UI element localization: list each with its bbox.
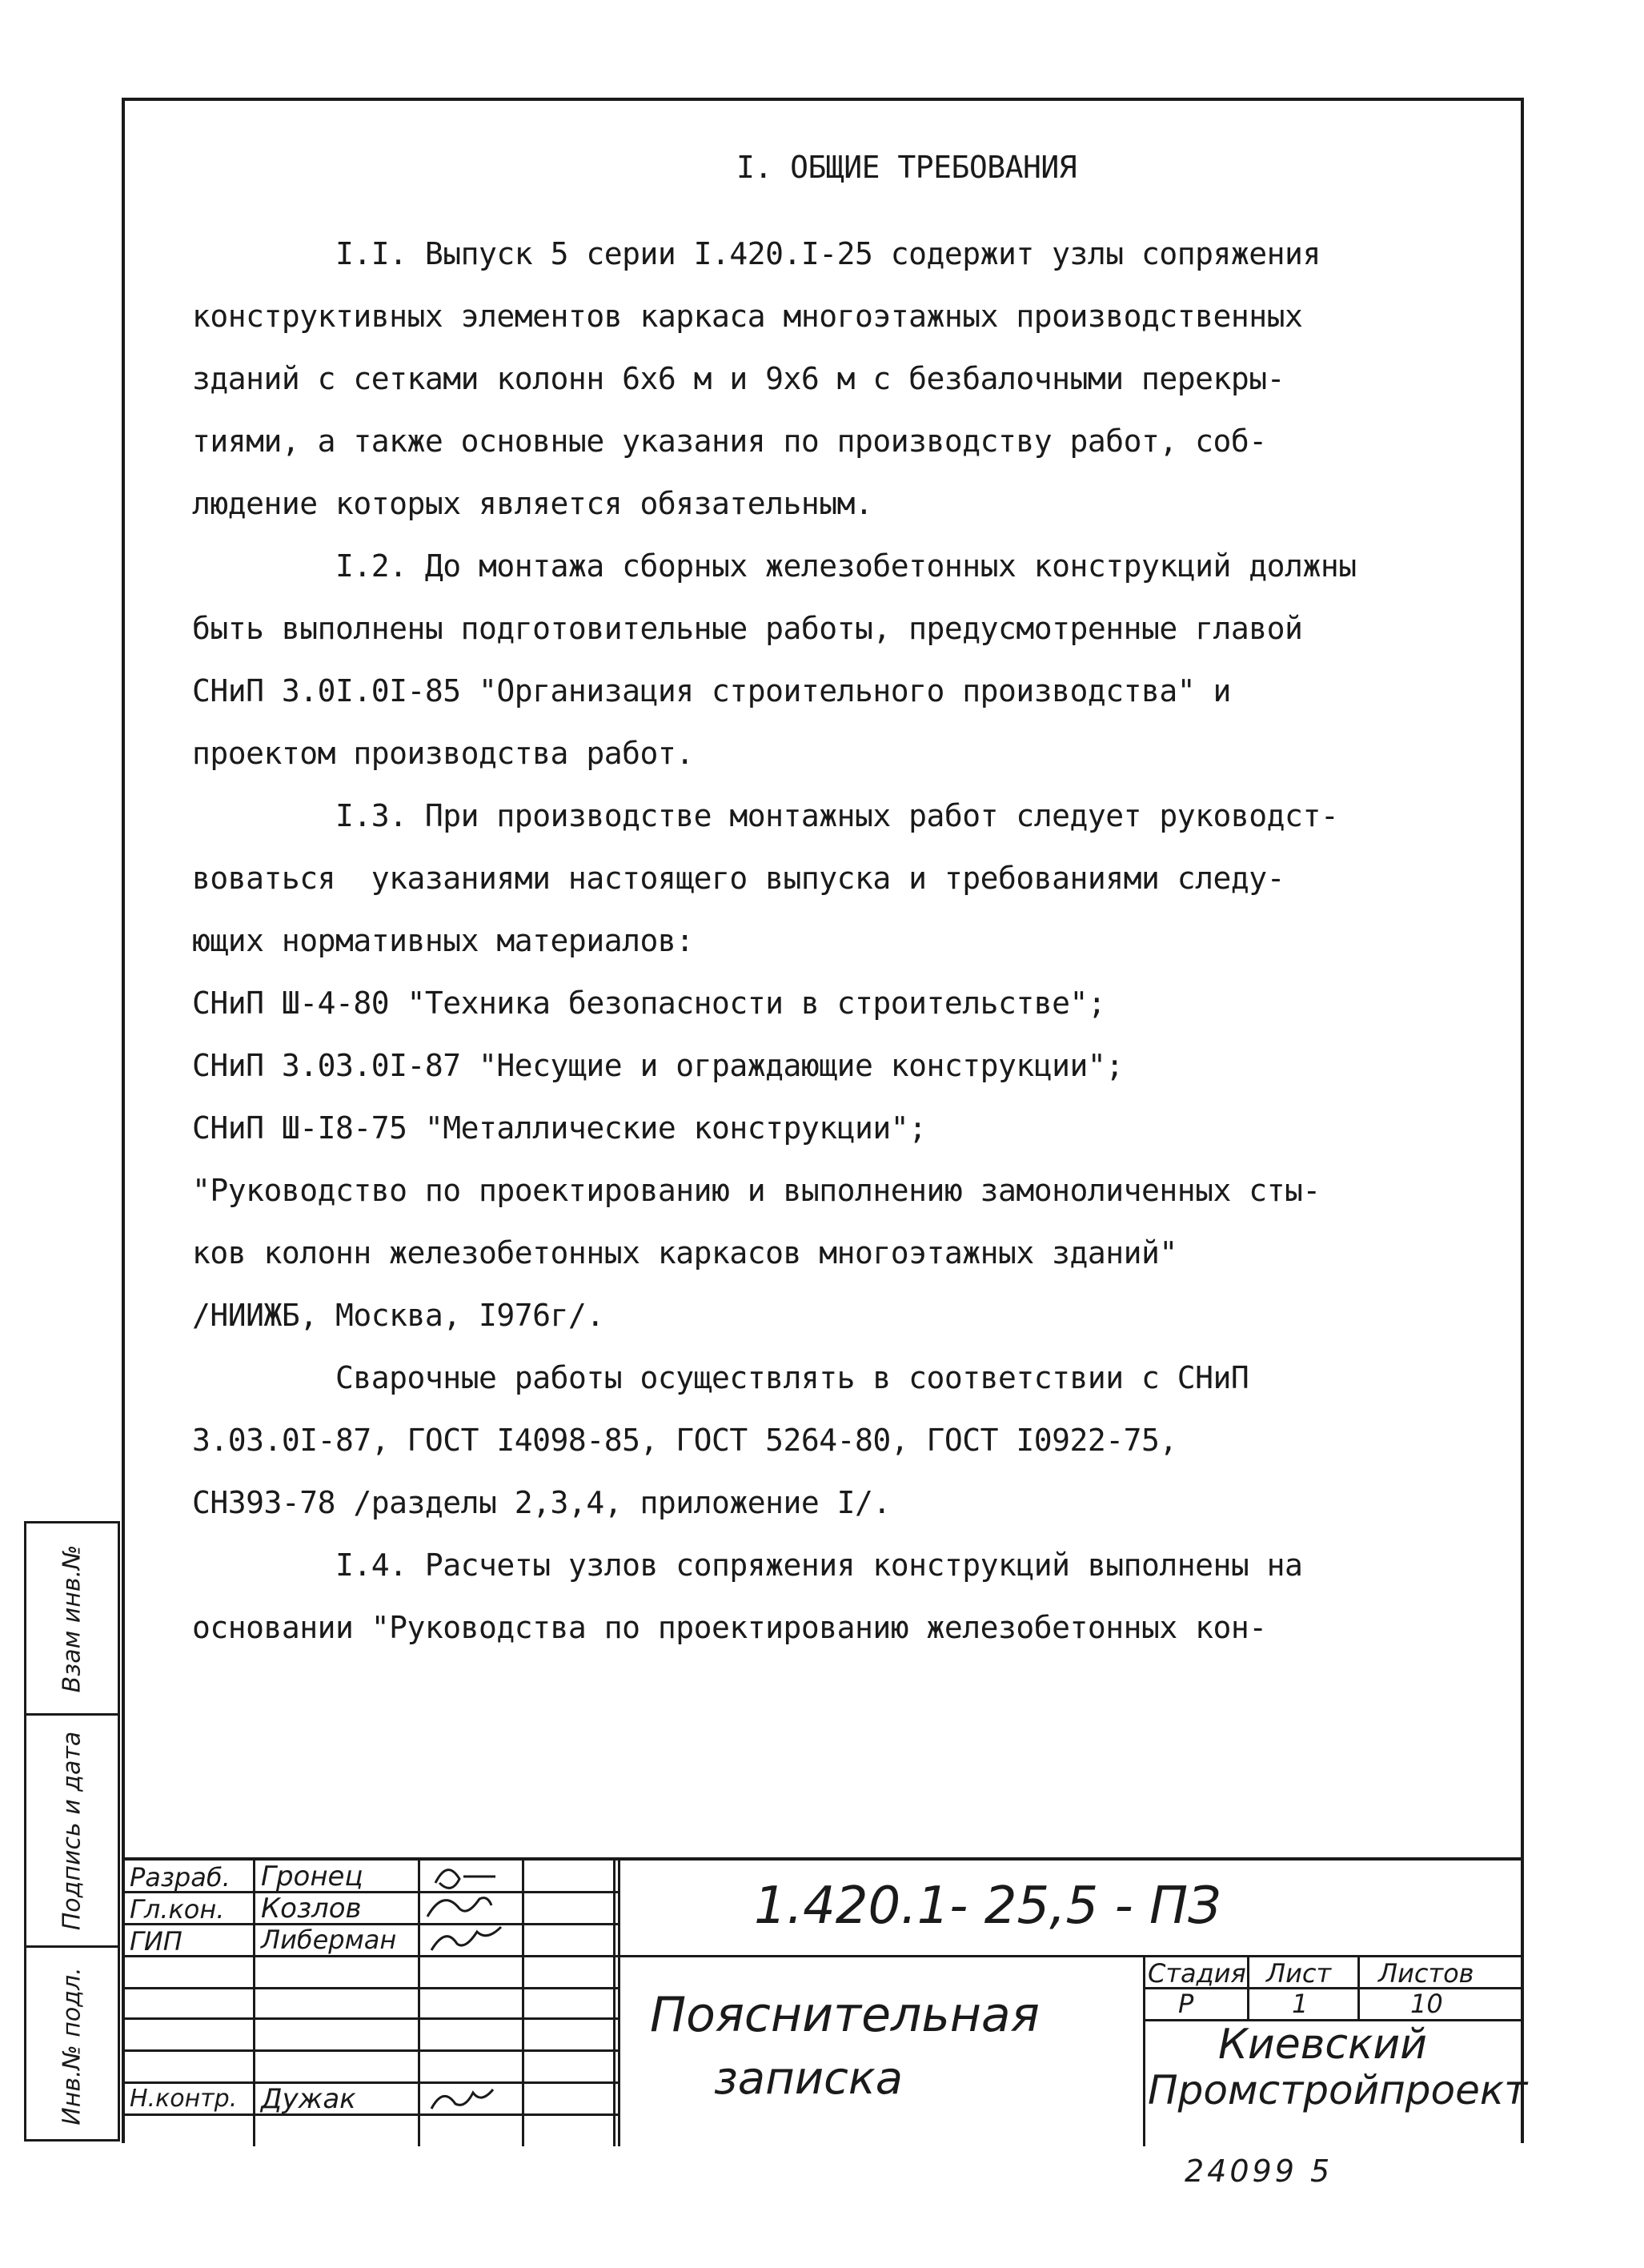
text-line: I.2. До монтажа сборных железобетонных конструкций должны xyxy=(192,548,1357,584)
grid-line xyxy=(613,1861,615,2146)
text-line: СН393-78 /разделы 2,3,4, приложение I/. xyxy=(192,1485,891,1520)
document-code: 1.420.1- 25,5 - ПЗ xyxy=(754,1877,1221,1936)
role-developer: Разраб. xyxy=(130,1862,231,1893)
sheet-header: Лист xyxy=(1266,1958,1332,1989)
side-cell-original xyxy=(26,1948,118,2144)
grid-line xyxy=(122,2113,618,2116)
organization-line1: Киевский xyxy=(1218,2021,1427,2069)
role-chief-designer: Гл.кон. xyxy=(130,1894,225,1925)
archive-number: 24099 5 xyxy=(1185,2154,1333,2189)
sheet-value: 1 xyxy=(1292,1989,1309,2019)
side-label-replacement: Взам инв.№ xyxy=(58,1544,86,1692)
text-line: быть выполнены подготовительные работы, предусмотренные главой xyxy=(192,611,1303,646)
sheets-header: Листов xyxy=(1378,1958,1474,1989)
text-line: I.4. Расчеты узлов сопряжения конструкций выполнены на xyxy=(192,1547,1303,1583)
stage-header: Стадия xyxy=(1148,1958,1246,1989)
main-text xyxy=(192,136,1441,1659)
text-line: людение которых является обязательным. xyxy=(192,486,873,521)
grid-line xyxy=(522,1861,524,2146)
text-line: I.3. При производстве монтажных работ следует руководст- xyxy=(192,798,1339,833)
document-title-line2: записка xyxy=(714,2053,904,2105)
text-line: проектом производства работ. xyxy=(192,736,694,771)
text-line: /НИИЖБ, Москва, I976г/. xyxy=(192,1298,604,1333)
signature-mark-developer xyxy=(435,1870,495,1889)
role-norm-control: Н.контр. xyxy=(130,2085,238,2113)
grid-line xyxy=(253,1861,255,2146)
name-chief-engineer: Либерман xyxy=(261,1925,397,1955)
name-developer: Гронец xyxy=(261,1861,363,1893)
text-line: "Руководство по проектированию и выполнению замоноличенных сты- xyxy=(192,1173,1321,1208)
name-chief-designer: Козлов xyxy=(261,1893,362,1925)
text-line: зданий с сетками колонн 6х6 м и 9х6 м с безбалочными перекры- xyxy=(192,361,1285,396)
organization-line2: Промстройпроект xyxy=(1148,2067,1528,2113)
text-line: СНиП 3.03.0I-87 "Несущие и ограждающие конструкции"; xyxy=(192,1048,1124,1083)
grid-line xyxy=(122,2049,618,2052)
title-block xyxy=(122,1857,1528,2143)
signature-mark-chief-designer xyxy=(427,1898,491,1917)
text-line: ков колонн железобетонных каркасов многоэтажных зданий" xyxy=(192,1235,1177,1270)
text-line: конструктивных элементов каркаса многоэтажных производственных xyxy=(192,299,1303,334)
grid-line xyxy=(122,1955,1524,1957)
side-label-signature: Подпись и дата xyxy=(58,1731,86,1930)
side-cell-signature xyxy=(26,1716,118,1948)
stage-value: Р xyxy=(1178,1989,1194,2019)
text-line: СНиП Ш-I8-75 "Металлические конструкции"; xyxy=(192,1110,927,1146)
text-line: I.I. Выпуск 5 серии I.420.I-25 содержит узлы сопряжения xyxy=(192,236,1321,271)
name-norm-control: Дужак xyxy=(261,2083,356,2115)
grid-line xyxy=(122,2081,618,2084)
side-cell-replacement xyxy=(26,1523,118,1716)
sheets-value: 10 xyxy=(1410,1989,1443,2019)
text-line: 3.03.0I-87, ГОСТ I4098-85, ГОСТ 5264-80, ГОСТ I0922-75, xyxy=(192,1423,1177,1458)
text-line: воваться указаниями настоящего выпуска и требованиями следу- xyxy=(192,861,1285,896)
text-line: основании "Руководства по проектированию железобетонных кон- xyxy=(192,1610,1267,1645)
text-line: ющих нормативных материалов: xyxy=(192,923,694,958)
text-line: Сварочные работы осуществлять в соответствии с СНиП xyxy=(192,1360,1249,1395)
document-title-line1: Пояснительная xyxy=(650,1987,1040,2043)
grid-line xyxy=(1143,1955,1145,2146)
grid-line xyxy=(122,2017,618,2020)
signature-mark-chief-engineer xyxy=(431,1927,501,1950)
grid-line xyxy=(122,1987,618,1989)
side-stamp-strip xyxy=(24,1521,120,2142)
text-line: тиями, а также основные указания по производству работ, соб- xyxy=(192,423,1267,459)
section-heading: I. ОБЩИЕ ТРЕБОВАНИЯ xyxy=(736,150,1077,185)
grid-line xyxy=(618,1861,620,2146)
signature-mark-norm-control xyxy=(431,2089,493,2109)
side-label-original: Инв.№ подл. xyxy=(58,1966,86,2125)
signature-marks xyxy=(419,1861,520,2146)
text-line: СНиП Ш-4-80 "Техника безопасности в строительстве"; xyxy=(192,985,1106,1021)
role-chief-engineer: ГИП xyxy=(130,1926,182,1957)
text-line: СНиП 3.0I.0I-85 "Организация строительного производства" и xyxy=(192,673,1231,708)
